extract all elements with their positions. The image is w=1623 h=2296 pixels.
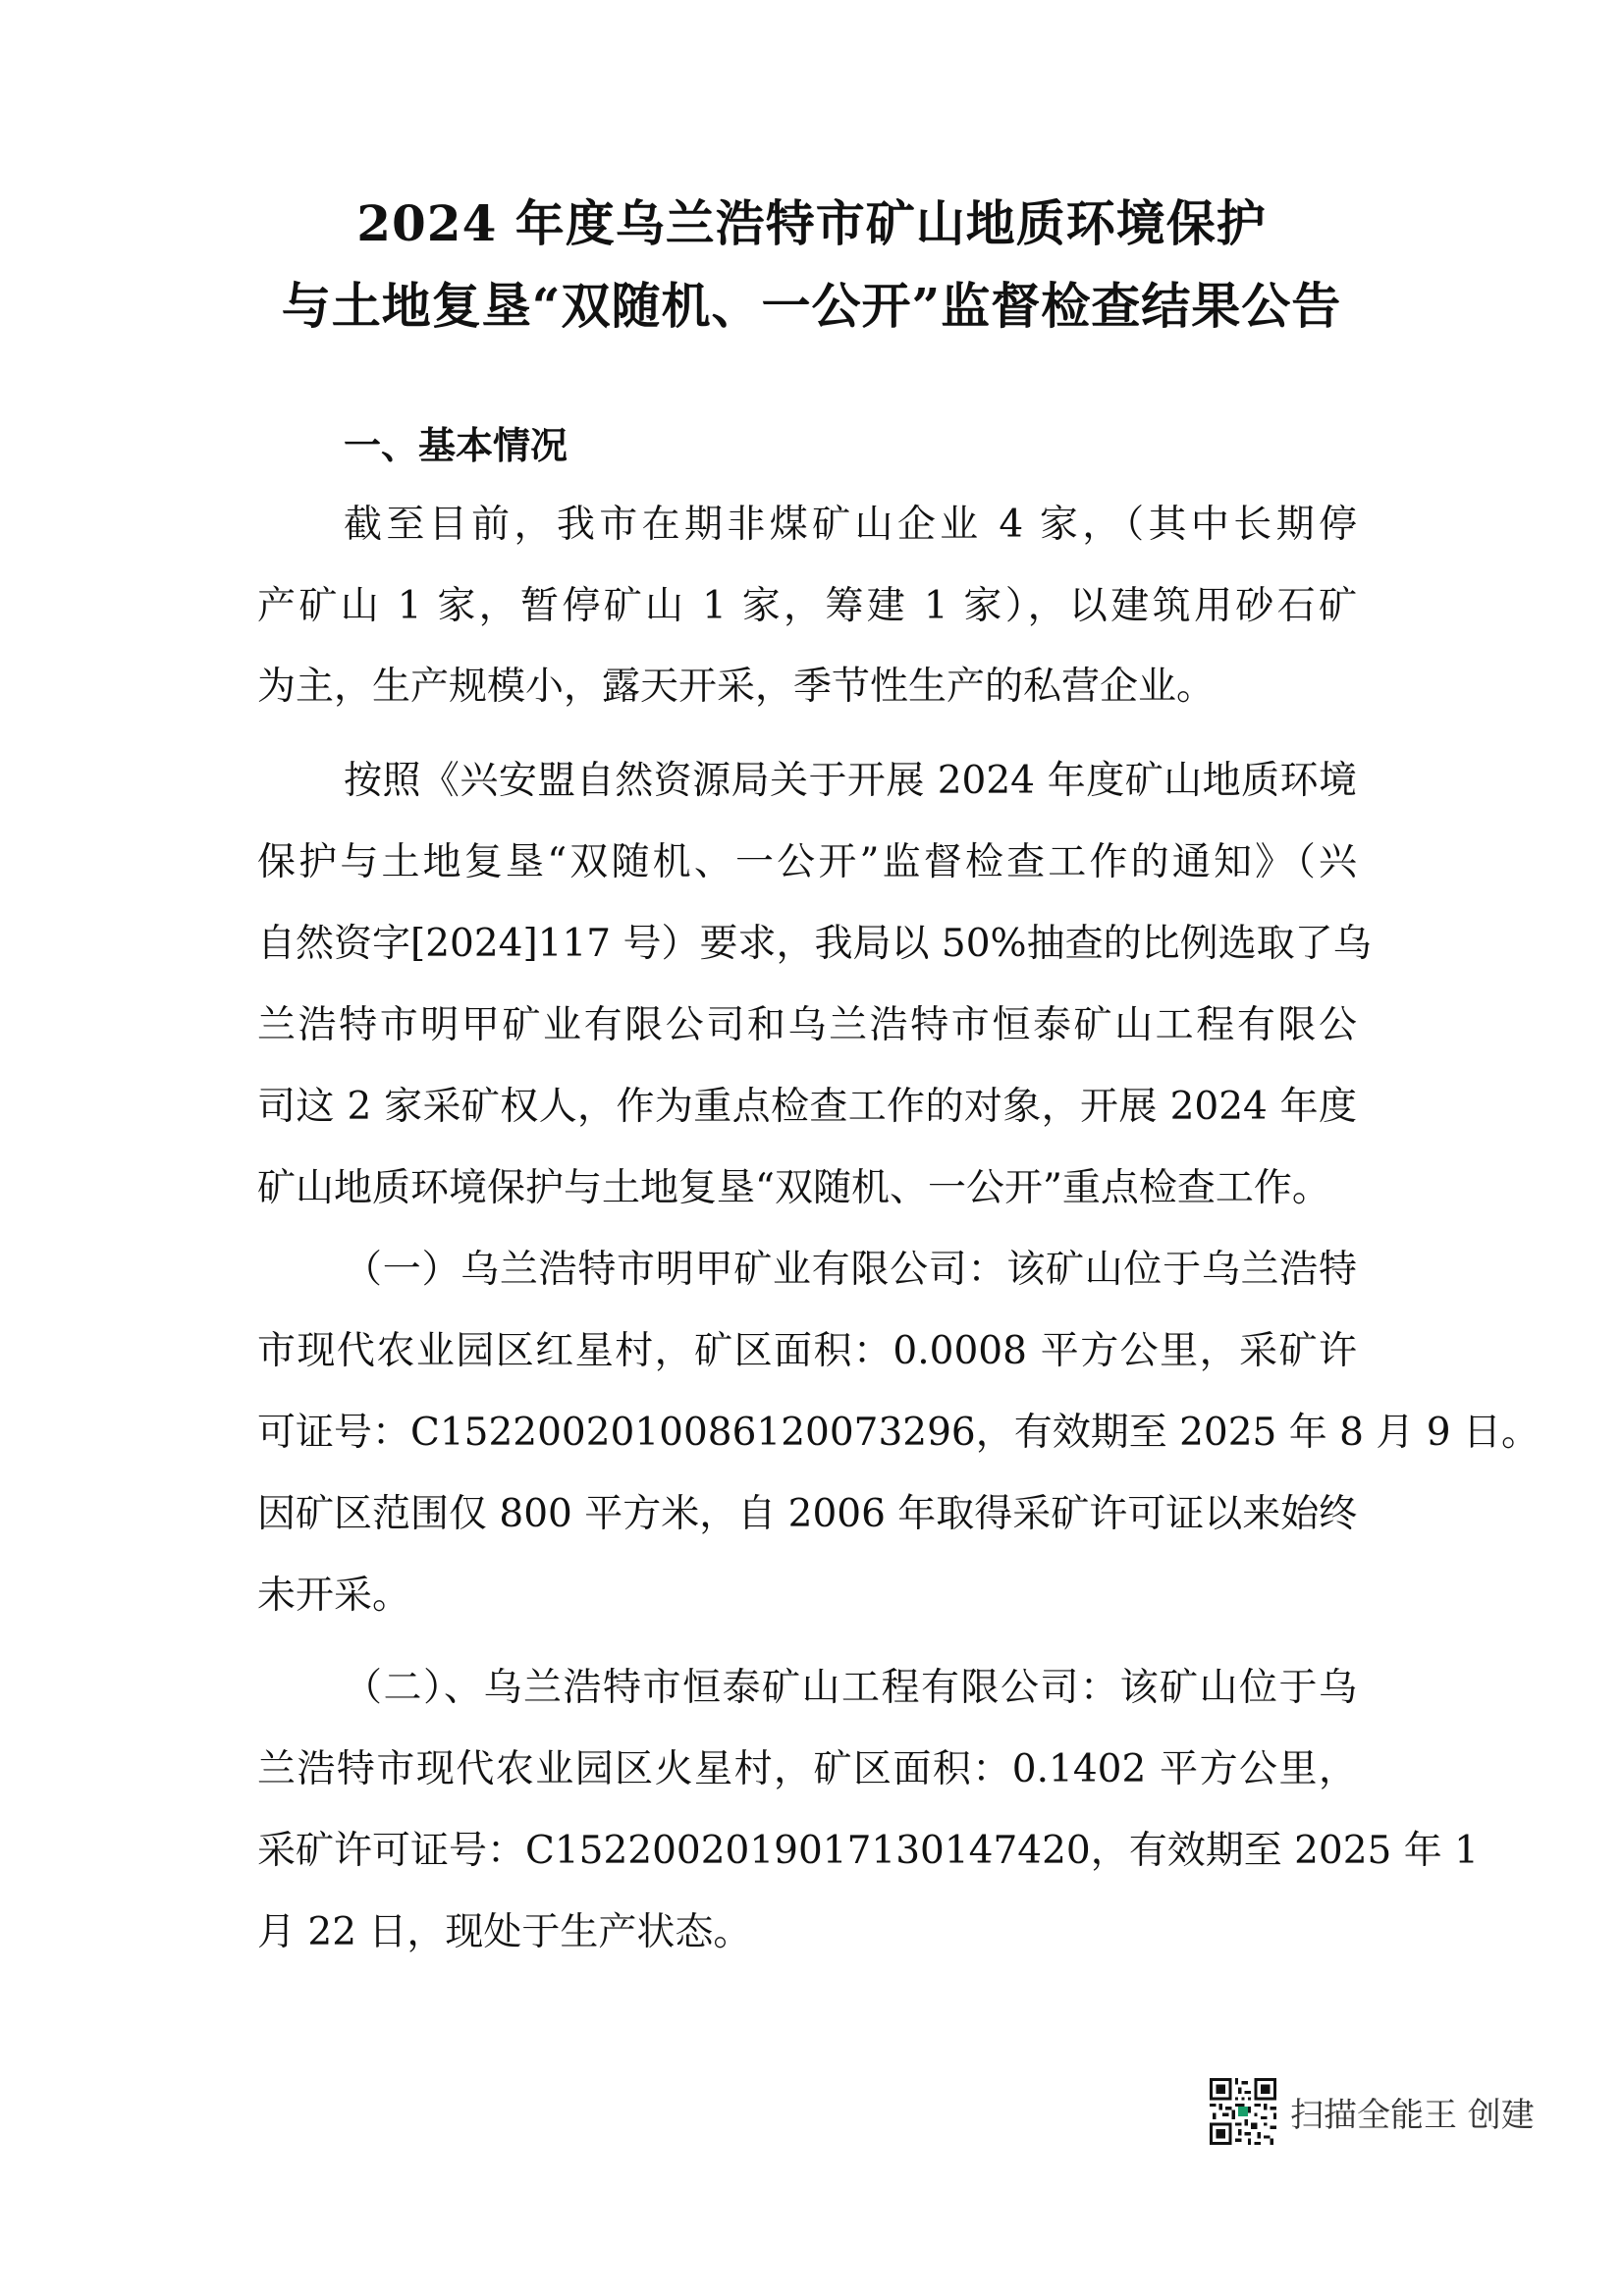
section-heading-basic-info: 一、基本情况 [344, 423, 568, 467]
paragraph-line: 月 22 日，现处于生产状态。 [257, 1910, 752, 1954]
document-title-line-1: 2024 年度乌兰浩特市矿山地质环境保护 [356, 194, 1267, 252]
paragraph-line: 采矿许可证号：C1522002019017130147420，有效期至 2025 年 1 [257, 1829, 1479, 1873]
paragraph-line: 可证号：C1522002010086120073296，有效期至 2025 年 8 月 9 日。 [257, 1411, 1540, 1455]
paragraph-line: 因矿区范围仅 800 平方米，自 2006 年取得采矿许可证以来始终 [257, 1492, 1358, 1536]
paragraph-line: 司这 2 家采矿权人，作为重点检查工作的对象，开展 2024 年度 [257, 1085, 1357, 1129]
paragraph-line: （一）乌兰浩特市明甲矿业有限公司：该矿山位于乌兰浩特 [344, 1248, 1357, 1292]
document-title-line-2: 与土地复垦“双随机、一公开”监督检查结果公告 [281, 277, 1342, 335]
paragraph-line: 未开采。 [257, 1574, 411, 1618]
paragraph-line: 产矿山 1 家，暂停矿山 1 家，筹建 1 家），以建筑用砂石矿 [257, 584, 1357, 628]
paragraph-line: 为主，生产规模小，露天开采，季节性生产的私营企业。 [257, 665, 1216, 709]
paragraph-line: 兰浩特市明甲矿业有限公司和乌兰浩特市恒泰矿山工程有限公 [257, 1003, 1357, 1047]
paragraph-line: 自然资字[2024]117 号）要求，我局以 50%抽查的比例选取了乌 [257, 922, 1372, 966]
watermark-text: 扫描全能王 创建 [1290, 2095, 1535, 2135]
paragraph-line: 按照《兴安盟自然资源局关于开展 2024 年度矿山地质环境 [344, 759, 1357, 803]
paragraph-line: （二）、乌兰浩特市恒泰矿山工程有限公司：该矿山位于乌 [344, 1666, 1357, 1710]
paragraph-line: 截至目前，我市在期非煤矿山企业 4 家，（其中长期停 [344, 503, 1357, 547]
paragraph-line: 市现代农业园区红星村，矿区面积：0.0008 平方公里，采矿许 [257, 1329, 1357, 1373]
qr-code-icon [1210, 2078, 1276, 2145]
paragraph-line: 保护与土地复垦“双随机、一公开”监督检查工作的通知》（兴 [257, 840, 1357, 884]
paragraph-line: 矿山地质环境保护与土地复垦“双随机、一公开”重点检查工作。 [257, 1166, 1330, 1210]
scanner-watermark [1210, 2077, 1535, 2146]
paragraph-line: 兰浩特市现代农业园区火星村，矿区面积：0.1402 平方公里， [257, 1747, 1357, 1791]
